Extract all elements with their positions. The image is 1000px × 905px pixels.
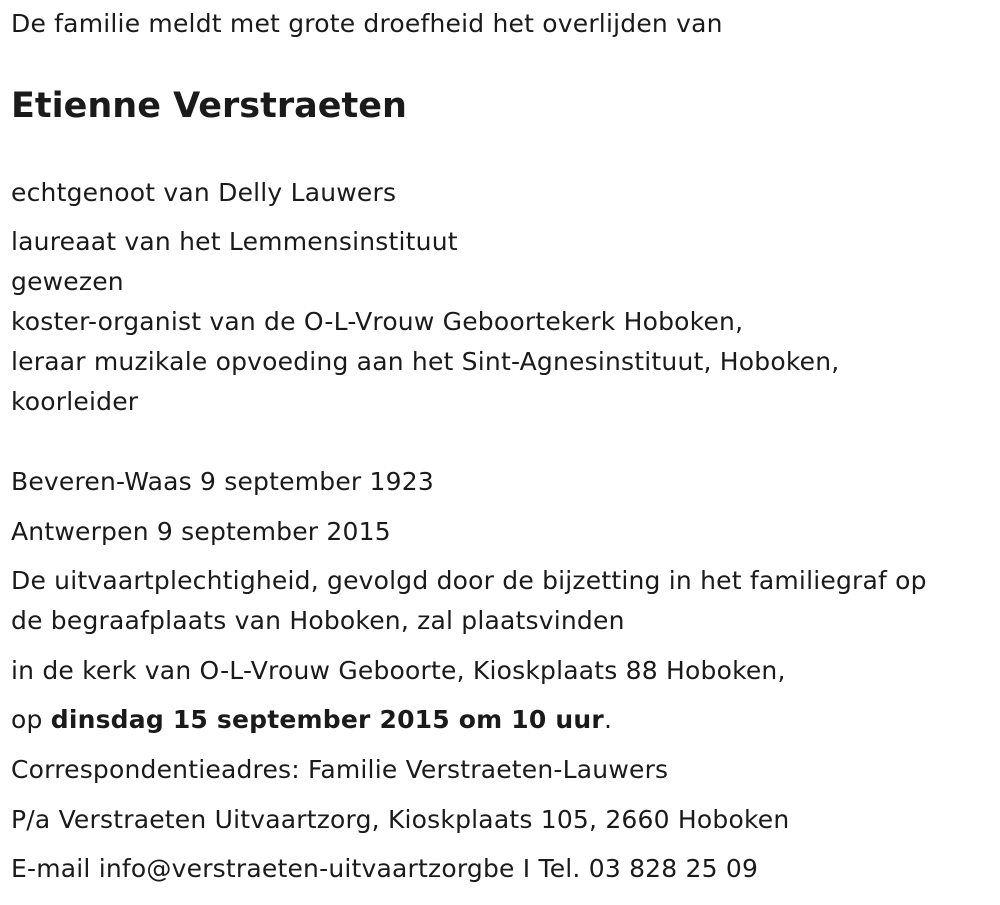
intro-text: De familie meldt met grote droefheid het overlijden van <box>11 9 723 38</box>
spouse-line: echtgenoot van Delly Lauwers <box>11 178 397 207</box>
death-line: Antwerpen 9 september 2015 <box>11 517 391 546</box>
career-line: koorleider <box>11 387 139 416</box>
deceased-name: Etienne Verstraeten <box>11 86 407 126</box>
funeral-line: de begraafplaats van Hoboken, zal plaatsvinden <box>11 606 625 635</box>
birth-line: Beveren-Waas 9 september 1923 <box>11 467 434 496</box>
correspondence-line: Correspondentieadres: Familie Verstraeten-Lauwers <box>11 755 669 784</box>
date-suffix: . <box>603 705 613 734</box>
church-line: in de kerk van O-L-Vrouw Geboorte, Kioskplaats 88 Hoboken, <box>11 656 786 685</box>
funeral-date: dinsdag 15 september 2015 om 10 uur <box>50 705 604 734</box>
career-line: koster-organist van de O-L-Vrouw Geboortekerk Hoboken, <box>11 307 744 336</box>
career-line: gewezen <box>11 267 124 296</box>
career-line: leraar muzikale opvoeding aan het Sint-Agnesinstituut, Hoboken, <box>11 347 840 376</box>
address-line: P/a Verstraeten Uitvaartzorg, Kioskplaats 105, 2660 Hoboken <box>11 805 790 834</box>
funeral-line: De uitvaartplechtigheid, gevolgd door de bijzetting in het familiegraf op <box>11 566 927 595</box>
funeral-date-line <box>11 700 612 740</box>
contact-line: E-mail info@verstraeten-uitvaartzorgbe I Tel. 03 828 25 09 <box>11 854 759 883</box>
career-line: laureaat van het Lemmensinstituut <box>11 227 458 256</box>
date-prefix: op <box>11 705 51 734</box>
